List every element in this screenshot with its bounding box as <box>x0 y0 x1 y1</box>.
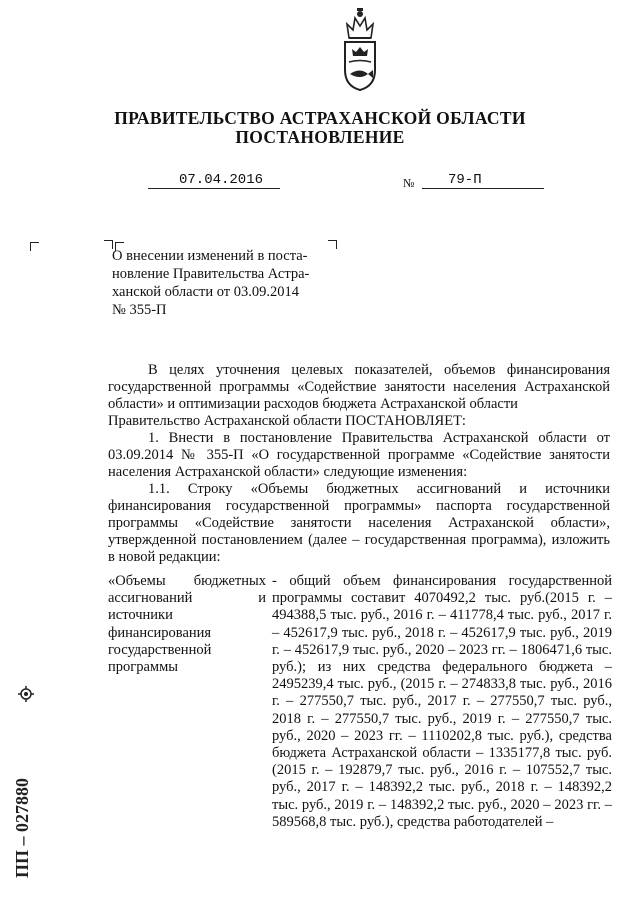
document-type-title: ПОСТАНОВЛЕНИЕ <box>235 127 405 147</box>
preamble-paragraph: В целях уточнения целевых показателей, объемов финансирования государственной программы «Содействие занятости населения Астраханской области» и оптимизации расходов бюджета Астраханской области <box>108 362 610 412</box>
serial-code-text: ПП – 027880 <box>12 777 32 878</box>
date-underline <box>148 188 280 189</box>
subject-line: № 355-П <box>112 302 167 318</box>
number-underline <box>422 188 544 189</box>
document-date: 07.04.2016 <box>179 172 264 188</box>
side-serial-code <box>4 700 44 880</box>
coat-of-arms-emblem <box>335 6 385 92</box>
subject-line: ханской области от 03.09.2014 <box>112 284 299 300</box>
government-title: ПРАВИТЕЛЬСТВО АСТРАХАНСКОЙ ОБЛАСТИ <box>114 108 526 128</box>
document-body <box>108 362 610 566</box>
document-subject <box>112 247 334 319</box>
passport-row-value: - общий объем финансирования государственной программы составит 4070492,2 тыс. руб.(2015 г. – 494388,5 тыс. руб., 2016 г. – 411778,4 тыс. руб., 2017 г. – 452617,9 тыс. руб., 2018 г. – 452617,9 тыс. руб., 2019 г. – 452617,9 тыс. руб., 2020 – 2023 гг. – 1806471,6 тыс. руб.); из них средства федерального бюджета – 2495239,4 тыс. руб., (2015 г. – 274833,8 тыс. руб., 2016 г. – 277550,7 тыс. руб., 2017 г. – 277550,7 тыс. руб., 2018 г. – 277550,7 тыс. руб., 2019 г. – 277550,7 тыс. руб., 2020 – 2023 гг. – 1110202,8 тыс. руб.), средства бюджета Астраханской области – 1335177,8 тыс. руб. (2015 г. – 192879,7 тыс. руб., 2016 г. – 107552,7 тыс. руб., 2017 г. – 148392,2 тыс. руб., 2018 г. – 148392,2 тыс. руб., 2019 г. – 148392,2 тыс. руб., 2020 – 2023 гг. – 589568,8 тыс. руб.), средства работодателей – <box>272 573 612 830</box>
ornament-icon <box>18 686 34 702</box>
passport-row-label: «Объемы бюджетных ассигнований и источники финансирования государственной программы <box>108 573 266 676</box>
item-1-paragraph: 1. Внести в постановление Правительства Астраханской области от 03.09.2014 № 355-П «О государственной программе «Содействие занятости населения Астраханской области» следующие изменения: <box>108 430 610 480</box>
subject-line: О внесении изменений в поста- <box>112 248 308 264</box>
subject-line: новление Правительства Астра- <box>112 266 310 282</box>
number-sign: № <box>403 176 415 190</box>
corner-mark-left <box>30 242 39 251</box>
item-1-1-paragraph: 1.1. Строку «Объемы бюджетных ассигнований и источники финансирования государственной программы» паспорта государственной программы «Содействие занятости населения Астраханской области», утвержденной постановлением (далее – государственная программа), изложить в новой редакции: <box>108 481 610 565</box>
document-number: 79-П <box>448 172 482 188</box>
preamble-resolution: Правительство Астраханской области ПОСТАНОВЛЯЕТ: <box>108 413 466 429</box>
